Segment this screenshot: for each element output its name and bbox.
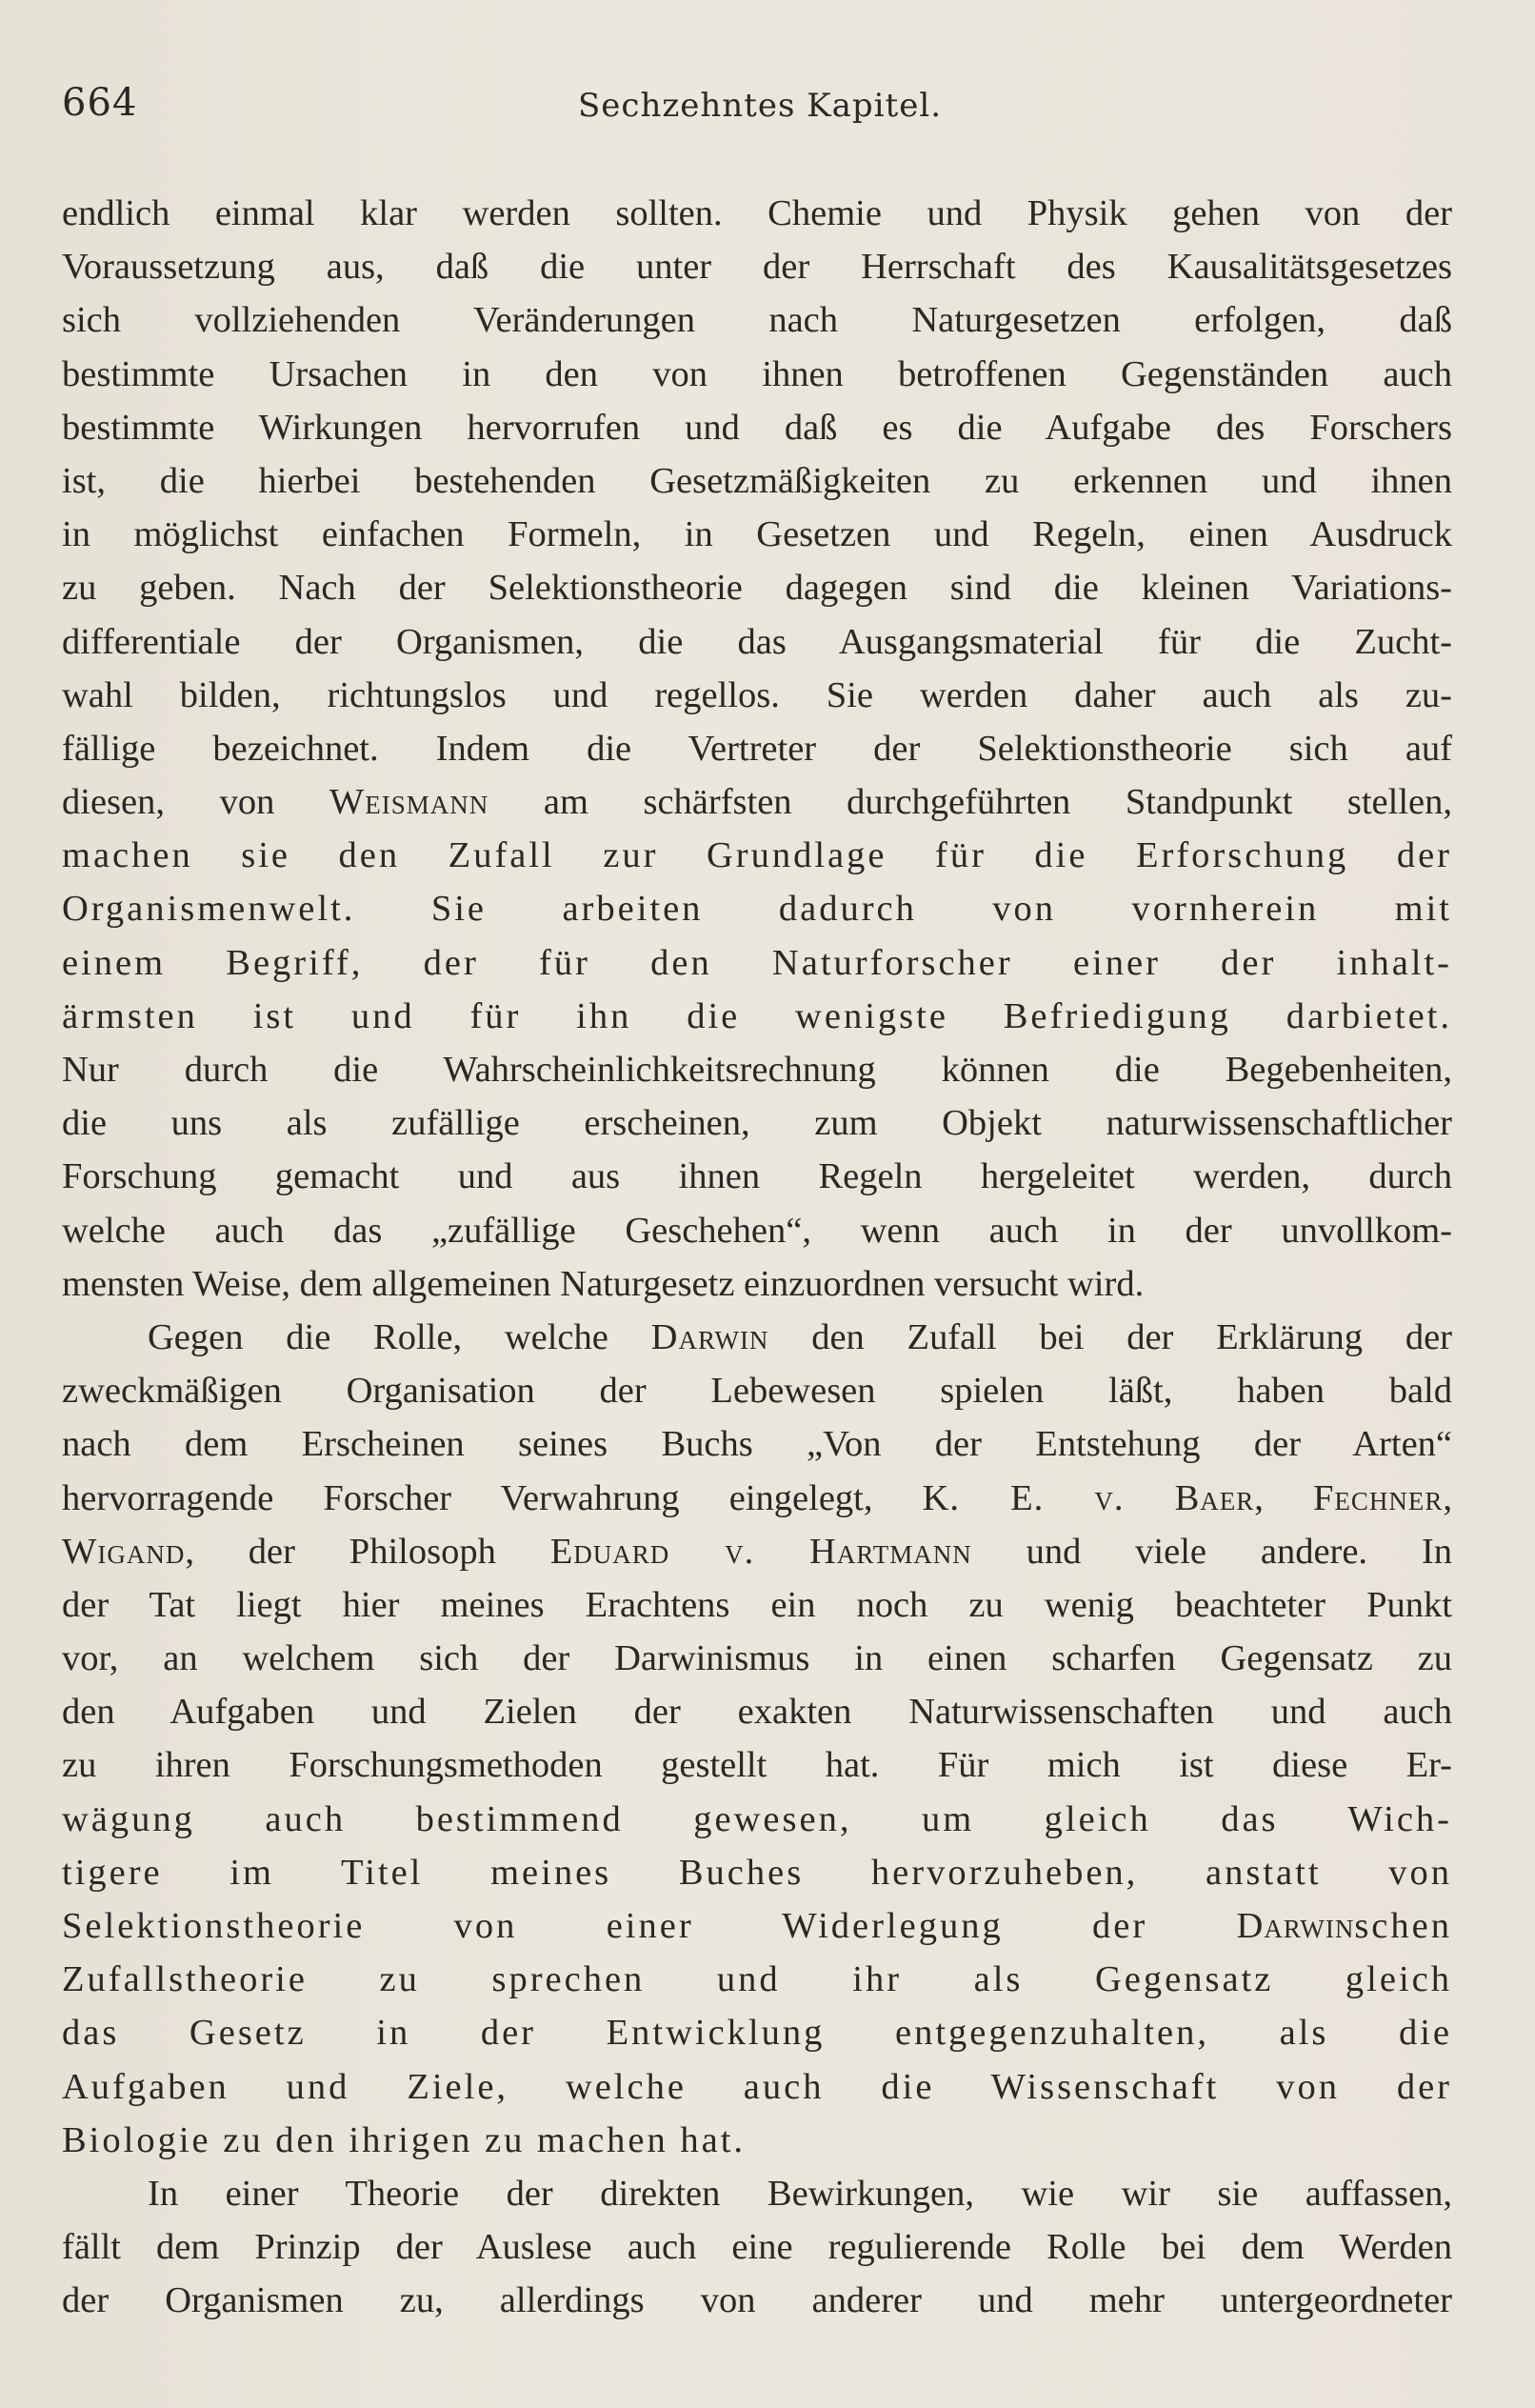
text-line: zweckmäßigen Organisation der Lebewesen spielen läßt, haben bald — [62, 1371, 1452, 1412]
text-line: den Aufgaben und Zielen der exakten Naturwissenschaften und auch — [62, 1692, 1452, 1733]
page-number: 664 — [62, 81, 138, 125]
text-line: bestimmte Wirkungen hervorrufen und daß es die Aufgabe des Forschers — [62, 407, 1452, 448]
text-line: Nur durch die Wahrscheinlichkeitsrechnung können die Begebenheiten, — [62, 1050, 1452, 1090]
paragraph-3 — [62, 2167, 1452, 2328]
author-name: K. E. v. Baer — [922, 1477, 1255, 1518]
text-line: vor, an welchem sich der Darwinismus in einen scharfen Gegensatz zu — [62, 1638, 1452, 1679]
text-line: der Organismen zu, allerdings von anderer und mehr untergeordneter — [62, 2280, 1452, 2321]
text-line: ärmsten ist und für ihn die wenigste Befriedigung darbietet. — [62, 995, 1452, 1036]
author-name: Darwin — [1236, 1906, 1355, 1946]
chapter-title: Sechzehntes Kapitel. — [578, 87, 942, 125]
body-text — [62, 187, 1452, 2328]
text-line: tigere im Titel meines Buches hervorzuheben, anstatt von — [62, 1852, 1452, 1893]
text-line: Selektionstheorie von einer Widerlegung der Darwinschen — [62, 1906, 1452, 1946]
text-line: Biologie zu den ihrigen zu machen hat. — [62, 2119, 747, 2160]
text-line: Wigand, der Philosoph Eduard v. Hartmann und viele andere. In — [62, 1531, 1452, 1572]
author-name: Wigand — [62, 1531, 186, 1572]
text-line: differentiale der Organismen, die das Ausgangsmaterial für die Zucht- — [62, 621, 1452, 662]
author-name: Darwin — [650, 1316, 769, 1357]
text-line: fällige bezeichnet. Indem die Vertreter der Selektionstheorie sich auf — [62, 728, 1452, 769]
text-line: In einer Theorie der direkten Bewirkungen, wie wir sie auffassen, — [148, 2173, 1452, 2214]
text-line: Forschung gemacht und aus ihnen Regeln hergeleitet werden, durch — [62, 1156, 1452, 1197]
text-line: mensten Weise, dem allgemeinen Naturgesetz einzuordnen versucht wird. — [62, 1263, 1145, 1304]
text-line: fällt dem Prinzip der Auslese auch eine regulierende Rolle bei dem Werden — [62, 2227, 1452, 2268]
text-line: Zufallstheorie zu sprechen und ihr als Gegensatz gleich — [62, 1959, 1452, 2000]
text-line: sich vollziehenden Veränderungen nach Naturgesetzen erfolgen, daß — [62, 300, 1452, 341]
text-line: Organismenwelt. Sie arbeiten dadurch von vornherein mit — [62, 889, 1452, 930]
text-line: in möglichst einfachen Formeln, in Gesetzen und Regeln, einen Ausdruck — [62, 514, 1452, 555]
author-name: Eduard v. Hartmann — [549, 1531, 972, 1572]
text-line: bestimmte Ursachen in den von ihnen betroffenen Gegenständen auch — [62, 353, 1452, 394]
running-header — [62, 81, 1452, 138]
text-line: ist, die hierbei bestehenden Gesetzmäßigkeiten zu erkennen und ihnen — [62, 460, 1452, 501]
text-line: Gegen die Rolle, welche Darwin den Zufall bei der Erklärung der — [148, 1316, 1452, 1357]
text-line: Aufgaben und Ziele, welche auch die Wissenschaft von der — [62, 2066, 1452, 2107]
text-line: zu geben. Nach der Selektionstheorie dagegen sind die kleinen Variations- — [62, 568, 1452, 609]
text-line: die uns als zufällige erscheinen, zum Objekt naturwissenschaftlicher — [62, 1103, 1452, 1144]
text-line: hervorragende Forscher Verwahrung eingelegt, K. E. v. Baer, Fechner, — [62, 1477, 1453, 1518]
text-line: wahl bilden, richtungslos und regellos. Sie werden daher auch als zu- — [62, 674, 1452, 715]
text-line: diesen, von Weismann am schärfsten durchgeführten Standpunkt stellen, — [62, 782, 1453, 823]
text-line: einem Begriff, der für den Naturforscher einer der inhalt- — [62, 942, 1452, 983]
text-line: endlich einmal klar werden sollten. Chemie und Physik gehen von der — [62, 193, 1452, 233]
author-name: Fechner — [1312, 1477, 1444, 1518]
paragraph-2 — [62, 1311, 1452, 2167]
text-line: Voraussetzung aus, daß die unter der Herrschaft des Kausalitätsgesetzes — [62, 247, 1452, 288]
text-line: zu ihren Forschungsmethoden gestellt hat. Für mich ist diese Er- — [62, 1745, 1452, 1786]
paragraph-1 — [62, 187, 1452, 1311]
text-line: wägung auch bestimmend gewesen, um gleich das Wich- — [62, 1798, 1452, 1839]
author-name: Weismann — [329, 782, 489, 823]
text-line: nach dem Erscheinen seines Buchs „Von der Entstehung der Arten“ — [62, 1424, 1452, 1465]
text-line: welche auch das „zufällige Geschehen“, wenn auch in der unvollkom- — [62, 1210, 1452, 1251]
text-line: das Gesetz in der Entwicklung entgegenzuhalten, als die — [62, 2013, 1452, 2054]
text-line: der Tat liegt hier meines Erachtens ein noch zu wenig beachteter Punkt — [62, 1584, 1452, 1625]
text-line: machen sie den Zufall zur Grundlage für die Erforschung der — [62, 835, 1452, 876]
